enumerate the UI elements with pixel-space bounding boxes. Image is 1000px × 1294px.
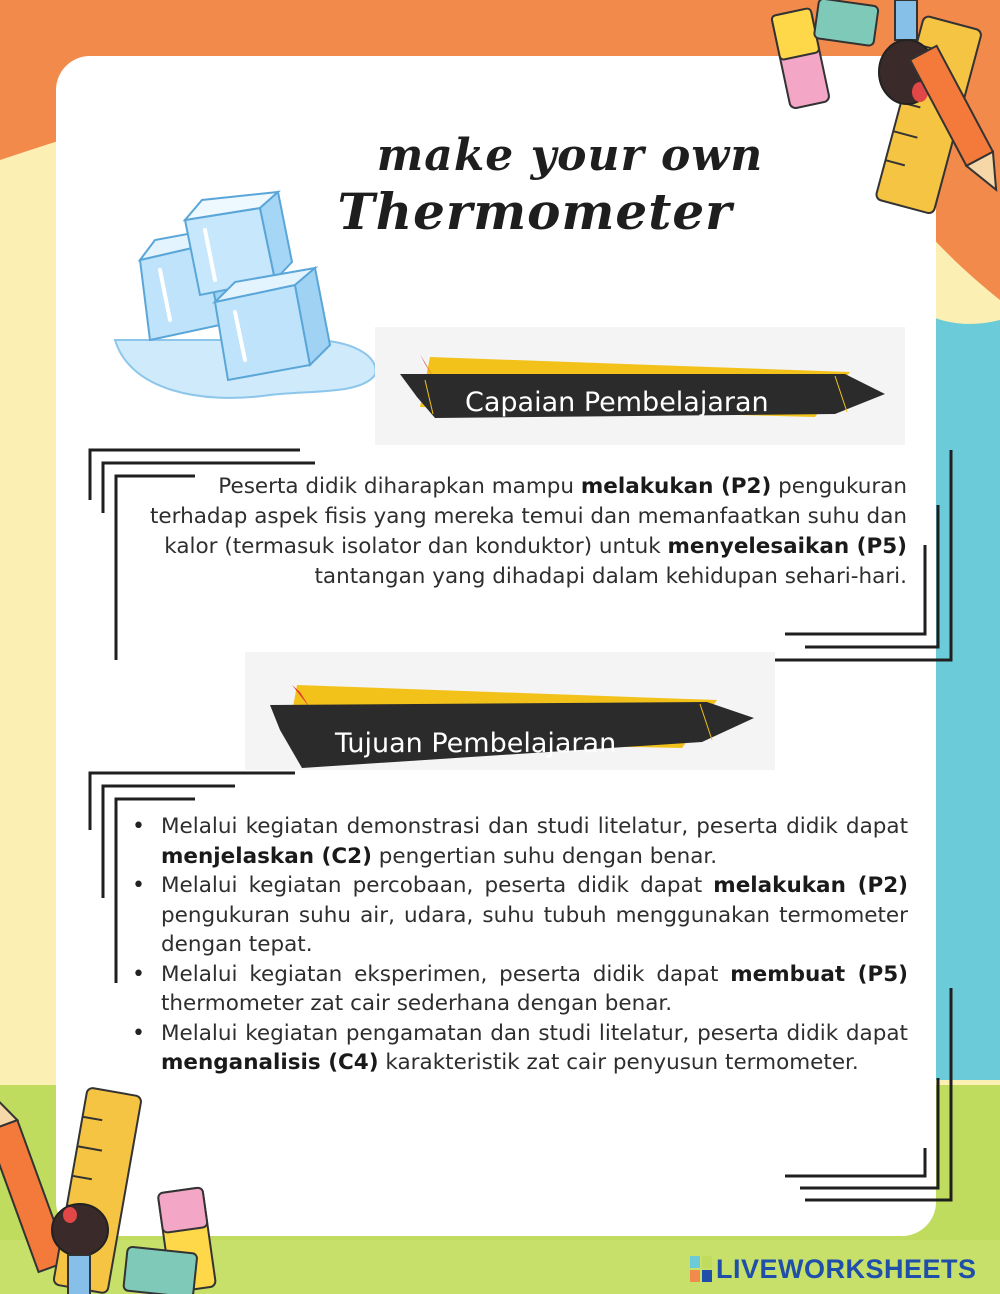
- list-item-bold-segment: menganalisis (C4): [161, 1050, 379, 1075]
- list-item: [128, 1019, 908, 1078]
- list-item: [128, 960, 908, 1019]
- title-line-2: Thermometer: [337, 182, 733, 241]
- ice-cubes-icon: [110, 190, 385, 410]
- section-heading-capaian: Capaian Pembelajaran: [465, 387, 769, 418]
- list-item-segment: Melalui kegiatan pengamatan dan studi litelatur, peserta didik dapat: [161, 1020, 908, 1046]
- list-item-segment: Melalui kegiatan demonstrasi dan studi litelatur, peserta didik dapat: [161, 814, 908, 839]
- list-item-bold-segment: membuat (P5): [730, 961, 908, 987]
- capaian-paragraph: [125, 472, 907, 592]
- stationery-bottom-left: [0, 1080, 260, 1294]
- paragraph-bold-segment: melakukan (P2): [580, 474, 772, 499]
- list-item: [128, 871, 908, 960]
- paragraph-segment: Peserta didik diharapkan mampu: [218, 474, 581, 499]
- paragraph-segment: pengukuran terhadap aspek fisis yang mereka temui dan memanfaatkan suhu dan kalor (termasuk isolator dan konduktor) untuk: [149, 474, 907, 559]
- list-item-segment: pengukuran suhu air, udara, suhu tubuh menggunakan termometer dengan tepat.: [161, 902, 908, 957]
- liveworksheets-logo-icon: [690, 1256, 712, 1282]
- list-item-segment: thermometer zat cair sederhana dengan benar.: [161, 991, 673, 1016]
- list-item-bold-segment: melakukan (P2): [713, 873, 909, 898]
- list-item-segment: Melalui kegiatan percobaan, peserta didik dapat: [161, 873, 714, 898]
- tujuan-list: [128, 812, 908, 1078]
- paragraph-segment: tantangan yang dihadapi dalam kehidupan sehari-hari.: [314, 564, 907, 589]
- liveworksheets-brand[interactable]: [690, 1252, 977, 1286]
- eraser-icon: [814, 0, 879, 46]
- list-item-segment: pengertian suhu dengan benar.: [371, 843, 718, 869]
- stationery-top-right: [770, 0, 1000, 215]
- page-title: [337, 128, 800, 241]
- eraser-icon: [123, 1246, 197, 1294]
- list-item: [128, 812, 908, 871]
- brand-name: LIVEWORKSHEETS: [716, 1253, 977, 1284]
- list-item-segment: Melalui kegiatan eksperimen, peserta didik dapat: [161, 961, 731, 987]
- list-item-segment: karakteristik zat cair penyusun termometer.: [378, 1050, 859, 1075]
- section-heading-tujuan: Tujuan Pembelajaran: [335, 728, 617, 759]
- list-item-bold-segment: menjelaskan (C2): [161, 843, 372, 869]
- title-line-1: make your own: [376, 130, 764, 181]
- paragraph-bold-segment: menyelesaikan (P5): [667, 534, 907, 559]
